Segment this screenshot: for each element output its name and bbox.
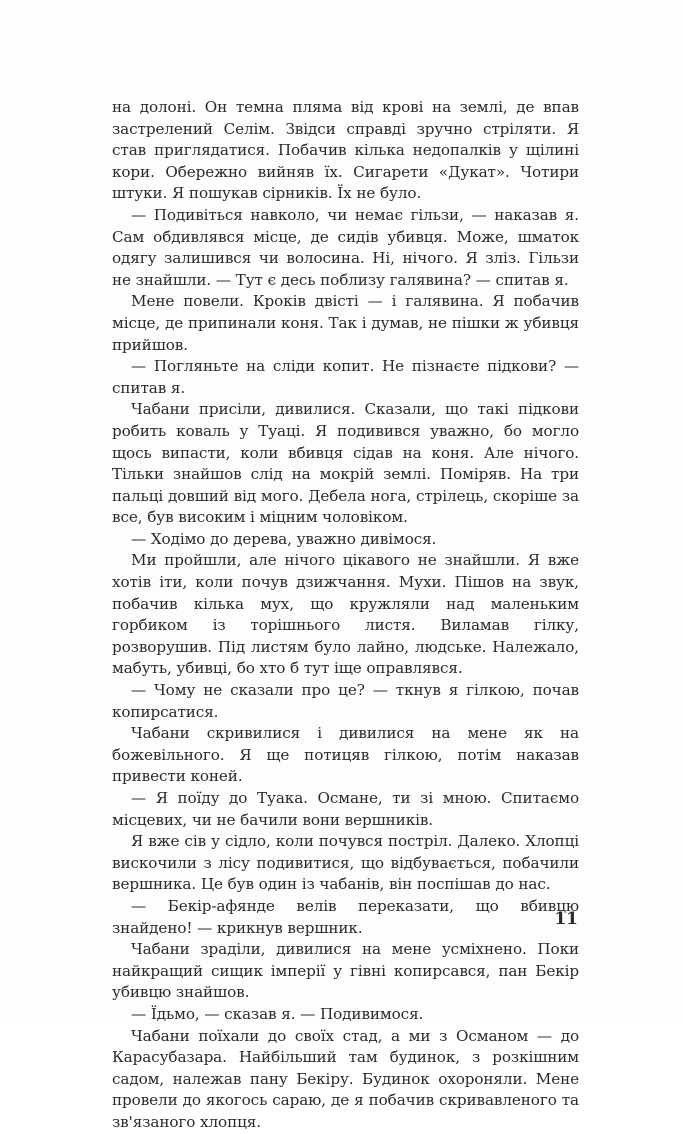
paragraph: — Подивіться навколо, чи немає гільзи, — наказав я. Сам обдивлявся місце, де сидів убивця. Може, шматок одягу залишився чи волосина. Ні, нічого. Я зліз. Гільзи не знайшли. — Тут є десь поблизу галявина? — спитав я. [112,205,579,289]
paragraph: — Я поїду до Туака. Османе, ти зі мною. Спитаємо місцевих, чи не бачили вони вершників. [112,789,579,829]
page-number: 11 [554,909,578,929]
paragraph: — Погляньте на сліди копит. Не пізнаєте підкови? — спитав я. [112,357,579,397]
body-text [112,97,579,1134]
paragraph: Ми пройшли, але нічого цікавого не знайшли. Я вже хотів іти, коли почув дзижчання. Мухи. Пішов на звук, побачив кілька мух, що кружляли над маленьким горбиком із торішнього листя. Виламав гілку, розворушив. Під листям було лайно, людське. Належало, мабуть, убивці, бо хто б тут іще оправлявся. [112,551,579,678]
paragraph: Чабани скривилися і дивилися на мене як на божевільного. Я ще потицяв гілкою, потім наказав привести коней. [112,724,579,786]
paragraph: Чабани зраділи, дивилися на мене усміхнено. Поки найкращий сищик імперії у гівні копирсався, пан Бекір убивцю знайшов. [112,940,579,1002]
paragraph: — Бекір-афянде велів переказати, що вбивцю знайдено! — крикнув вершник. [112,896,579,937]
paragraph: — Їдьмо, — сказав я. — Подивимося. [131,1004,424,1023]
paragraph: Я вже сів у сідло, коли почувся постріл. Далеко. Хлопці вискочили з лісу подивитися, що відбувається, побачили вершника. Це був один із чабанів, він поспішав до нас. [112,832,579,894]
paragraph: — Чому не сказали про це? — ткнув я гілкою, почав копирсатися. [112,681,579,721]
paragraph: Чабани присіли, дивилися. Сказали, що такі підкови робить коваль у Туаці. Я подивився уважно, бо могло щось випасти, коли вбивця сідав на коня. Але нічого. Тільки знайшов слід на мокрій землі. Поміряв. На три пальці довший від мого. Дебела нога, стрілець, скоріше за все, був високим і міцним чоловіком. [112,400,579,527]
paragraph: Чабани поїхали до своїх стад, а ми з Османом — до Карасубазара. Найбільший там будинок, з розкішним садом, належав пану Бекіру. Будинок охороняли. Мене провели до якогось сараю, де я побачив скривавленого та зв'язаного хлопця. [112,1026,579,1131]
paragraph: — Ходімо до дерева, уважно дивімося. [131,529,437,548]
paragraph: Мене повели. Кроків двісті — і галявина. Я побачив місце, де припинали коня. Так і думав, не пішки ж убивця прийшов. [112,292,579,354]
paragraph: на долоні. Он темна пляма від крові на землі, де впав застрелений Селім. Звідси справді зручно стріляти. Я став приглядатися. Побачив кілька недопалків у щілині кори. Обережно вийняв їх. Сигарети «Дукат». Чотири штуки. Я пошукав сірників. Їх не було. [112,98,579,203]
